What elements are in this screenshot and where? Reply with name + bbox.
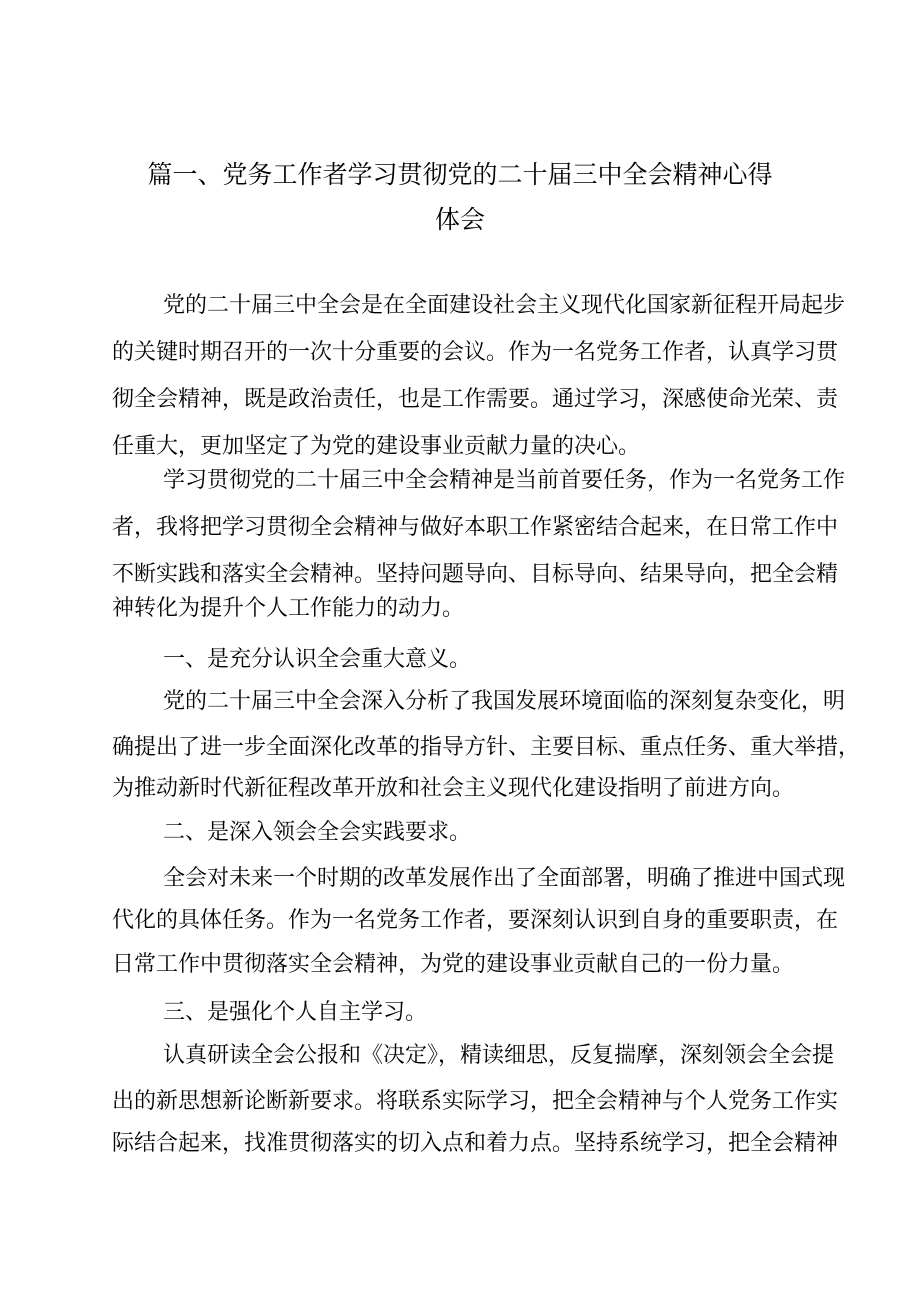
paragraph-1-line-4: 任重大，更加坚定了为党的建设事业贡献力量的决心。	[112, 434, 641, 459]
section-2-line-1: 全会对未来一个时期的改革发展作出了全面部署，明确了推进中国式现	[163, 866, 846, 891]
document-title-line-2: 体会	[434, 205, 485, 234]
section-1-line-1: 党的二十届三中全会深入分析了我国发展环境面临的深刻复杂变化，明	[163, 689, 846, 714]
paragraph-2-line-4: 神转化为提升个人工作能力的动力。	[112, 596, 465, 621]
section-1-line-3: 为推动新时代新征程改革开放和社会主义现代化建设指明了前进方向。	[112, 776, 795, 801]
section-3-heading: 三、是强化个人自主学习。	[163, 1000, 428, 1025]
section-2-line-3: 日常工作中贯彻落实全会精神，为党的建设事业贡献自己的一份力量。	[112, 952, 795, 977]
section-3-line-1: 认真研读全会公报和《决定》，精读细思，反复揣摩，深刻领会全会提	[163, 1043, 835, 1068]
paragraph-2-line-2: 者，我将把学习贯彻全会精神与做好本职工作紧密结合起来，在日常工作中	[112, 515, 839, 540]
document-title-line-1: 篇一、党务工作者学习贯彻党的二十届三中全会精神心得	[147, 160, 773, 189]
paragraph-1-line-2: 的关键时期召开的一次十分重要的会议。作为一名党务工作者，认真学习贯	[112, 340, 839, 365]
paragraph-2-line-1: 学习贯彻党的二十届三中全会精神是当前首要任务，作为一名党务工作	[163, 468, 846, 493]
paragraph-2-line-3: 不断实践和落实全会精神。坚持问题导向、目标导向、结果导向，把全会精	[112, 562, 839, 587]
section-2-heading: 二、是深入领会全会实践要求。	[163, 820, 472, 845]
paragraph-1-line-1: 党的二十届三中全会是在全面建设社会主义现代化国家新征程开局起步	[163, 293, 846, 318]
section-1-heading: 一、是充分认识全会重大意义。	[163, 647, 472, 672]
section-1-line-2: 确提出了进一步全面深化改革的指导方针、主要目标、重点任务、重大举措，	[112, 735, 861, 760]
paragraph-1-line-3: 彻全会精神，既是政治责任，也是工作需要。通过学习，深感使命光荣、责	[112, 387, 839, 412]
section-2-line-2: 代化的具体任务。作为一名党务工作者，要深刻认识到自身的重要职责，在	[112, 908, 839, 933]
section-3-line-2: 出的新思想新论断新要求。将联系实际学习，把全会精神与个人党务工作实	[112, 1089, 839, 1114]
section-3-line-3: 际结合起来，找准贯彻落实的切入点和着力点。坚持系统学习，把全会精神	[112, 1131, 839, 1156]
